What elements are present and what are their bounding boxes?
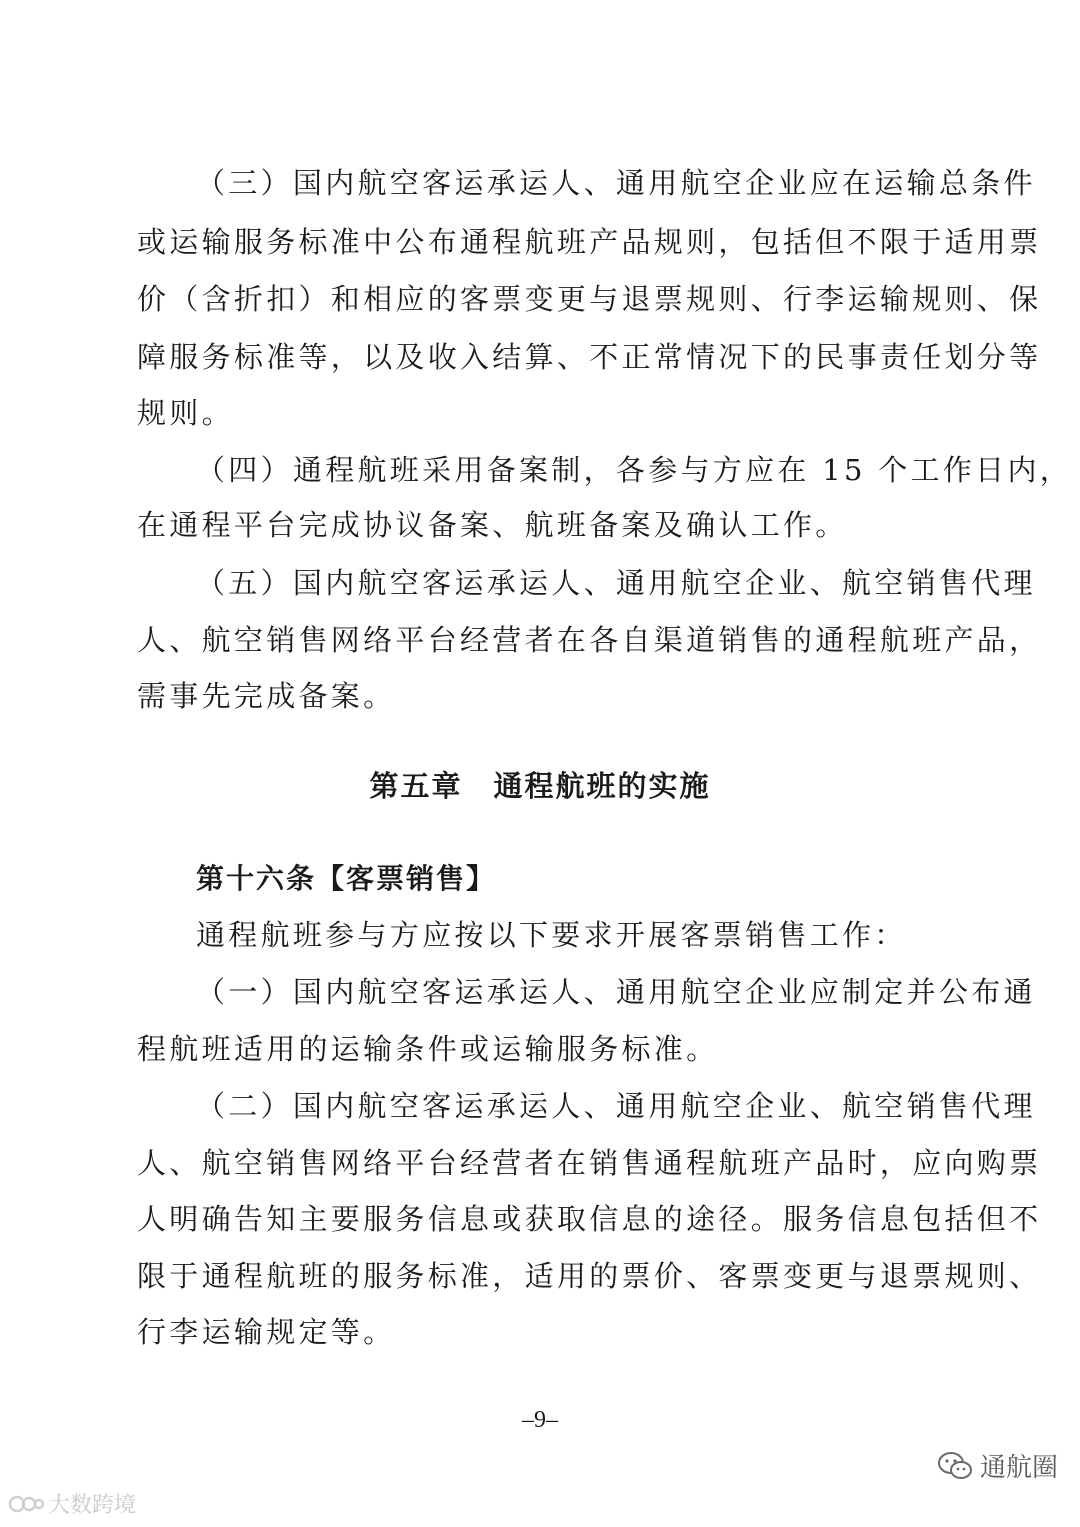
item-2-line-3: 人明确告知主要服务信息或获取信息的途径。服务信息包括但不 [137, 1202, 1042, 1236]
account-watermark [938, 1447, 1058, 1484]
article-intro: 通程航班参与方应按以下要求开展客票销售工作： [196, 918, 907, 952]
item-2-line-1: （二）国内航空客运承运人、通用航空企业、航空销售代理 [196, 1089, 1036, 1123]
paragraph-3-line-4: 障服务标准等，以及收入结算、不正常情况下的民事责任划分等 [137, 340, 1042, 374]
source-watermark-text: 大数跨境 [48, 1493, 137, 1518]
item-2-line-4: 限于通程航班的服务标准，适用的票价、客票变更与退票规则、 [137, 1259, 1042, 1293]
item-1-line-2: 程航班适用的运输条件或运输服务标准。 [137, 1032, 719, 1066]
source-watermark [8, 1488, 136, 1519]
brand-logo-icon [8, 1491, 44, 1517]
paragraph-4-line-1: （四）通程航班采用备案制，各参与方应在 15 个工作日内， [196, 453, 1073, 487]
paragraph-3-line-5: 规则。 [137, 396, 234, 430]
paragraph-3-line-3: 价（含折扣）和相应的客票变更与退票规则、行李运输规则、保 [137, 282, 1042, 316]
paragraph-3-line-1: （三）国内航空客运承运人、通用航空企业应在运输总条件 [196, 166, 1036, 200]
article-title: 第十六条【客票销售】 [196, 862, 497, 895]
page-number: –9– [522, 1407, 558, 1433]
paragraph-3-line-2: 或运输服务标准中公布通程航班产品规则，包括但不限于适用票 [137, 225, 1042, 259]
item-2-line-5: 行李运输规定等。 [137, 1315, 396, 1349]
item-1-line-1: （一）国内航空客运承运人、通用航空企业应制定并公布通 [196, 975, 1036, 1009]
paragraph-5-line-3: 需事先完成备案。 [137, 679, 396, 713]
paragraph-4-line-2: 在通程平台完成协议备案、航班备案及确认工作。 [137, 508, 848, 542]
item-2-line-2: 人、航空销售网络平台经营者在销售通程航班产品时，应向购票 [137, 1146, 1042, 1180]
chapter-heading: 第五章 通程航班的实施 [369, 769, 711, 803]
wechat-icon [938, 1451, 972, 1481]
account-watermark-text: 通航圈 [979, 1453, 1058, 1483]
paragraph-5-line-1: （五）国内航空客运承运人、通用航空企业、航空销售代理 [196, 566, 1036, 600]
paragraph-5-line-2: 人、航空销售网络平台经营者在各自渠道销售的通程航班产品， [137, 623, 1042, 657]
